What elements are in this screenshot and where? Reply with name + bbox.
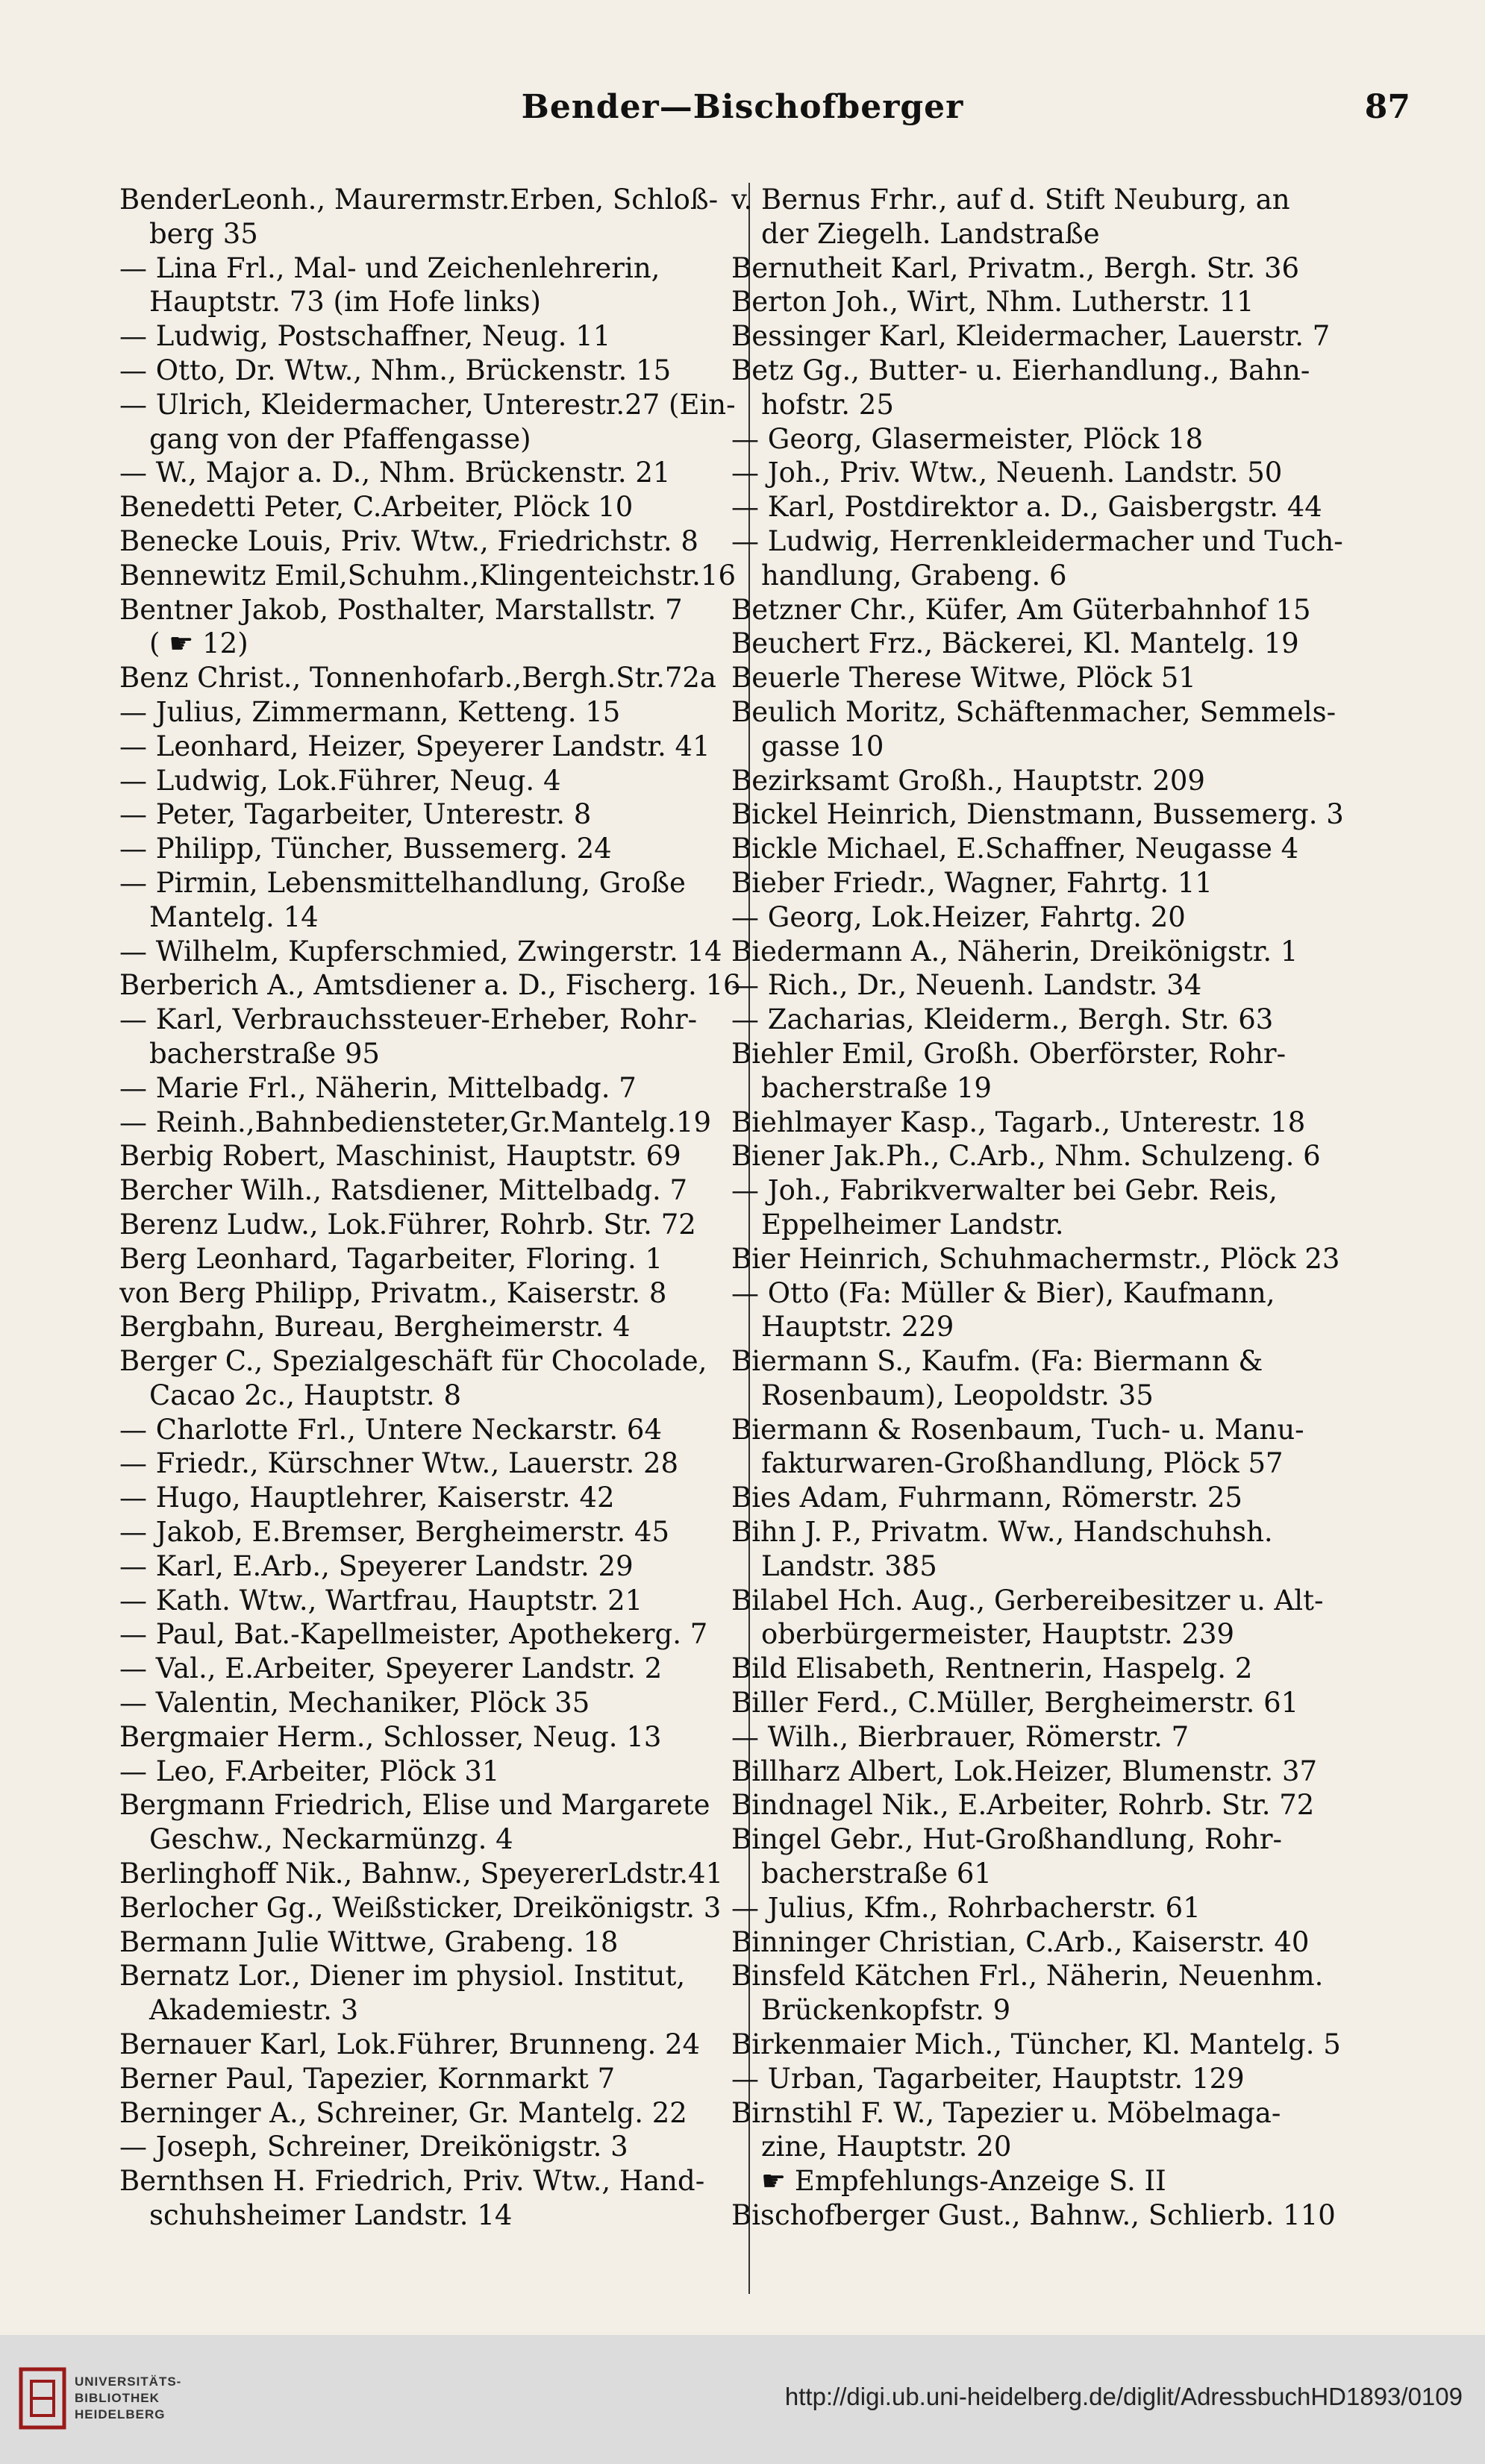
directory-entry-line: Bies Adam, Fuhrmann, Römerstr. 25 <box>731 1482 1242 1514</box>
directory-entry-line: oberbürgermeister, Hauptstr. 239 <box>761 1618 1235 1651</box>
left-column <box>119 183 750 2286</box>
directory-entry-line: Bild Elisabeth, Rentnerin, Haspelg. 2 <box>731 1652 1253 1685</box>
directory-entry-line: — Valentin, Mechaniker, Plöck 35 <box>119 1687 590 1720</box>
directory-entry-line: Berger C., Spezialgeschäft für Chocolade, <box>119 1345 707 1378</box>
directory-entry-line: Brückenkopfstr. 9 <box>761 1994 1011 2027</box>
directory-entry-line: Biener Jak.Ph., C.Arb., Nhm. Schulzeng. 6 <box>731 1140 1321 1173</box>
directory-entry-line: — Val., E.Arbeiter, Speyerer Landstr. 2 <box>119 1652 663 1685</box>
directory-entry-line: Eppelheimer Landstr. <box>761 1208 1064 1241</box>
directory-entry-line: Cacao 2c., Hauptstr. 8 <box>149 1379 461 1411</box>
directory-entry-line: — Wilhelm, Kupferschmied, Zwingerstr. 14 <box>119 935 722 968</box>
page-number: 87 <box>1364 88 1410 126</box>
directory-entry-line: Hauptstr. 73 (im Hofe links) <box>149 286 541 319</box>
directory-entry-line: — Friedr., Kürschner Wtw., Lauerstr. 28 <box>119 1447 679 1480</box>
directory-entry-line: schuhsheimer Landstr. 14 <box>149 2199 513 2232</box>
directory-entry-line: — Joh., Priv. Wtw., Neuenh. Landstr. 50 <box>731 457 1283 489</box>
directory-entry-line: Binninger Christian, C.Arb., Kaiserstr. 40 <box>731 1925 1310 1958</box>
directory-entry-line: Bier Heinrich, Schuhmachermstr., Plöck 23 <box>731 1242 1340 1275</box>
directory-entry-line: Berberich A., Amtsdiener a. D., Fischerg. 16 <box>119 969 741 1002</box>
directory-entry-line: Biller Ferd., C.Müller, Bergheimerstr. 61 <box>731 1687 1299 1720</box>
directory-entry-line: Biermann S., Kaufm. (Fa: Biermann & <box>731 1345 1263 1378</box>
footer-bar <box>0 2335 1485 2464</box>
directory-entry-line: Beuerle Therese Witwe, Plöck 51 <box>731 662 1196 695</box>
directory-entry-line: — Joh., Fabrikverwalter bei Gebr. Reis, <box>731 1174 1278 1207</box>
directory-entry-line: Berg Leonhard, Tagarbeiter, Floring. 1 <box>119 1242 663 1275</box>
directory-entry-line: Benz Christ., Tonnenhofarb.,Bergh.Str.72a <box>119 662 716 695</box>
directory-entry-line: bacherstraße 61 <box>761 1858 992 1890</box>
directory-entry-line: — Ludwig, Lok.Führer, Neug. 4 <box>119 764 561 797</box>
directory-entry-line: Biermann & Rosenbaum, Tuch- u. Manu- <box>731 1413 1304 1446</box>
directory-entry-line: — Wilh., Bierbrauer, Römerstr. 7 <box>731 1720 1189 1753</box>
directory-entry-line: — Otto, Dr. Wtw., Nhm., Brückenstr. 15 <box>119 354 672 386</box>
directory-entry-line: BenderLeonh., Maurermstr.Erben, Schloß- <box>119 184 719 216</box>
directory-entry-line: — Georg, Glasermeister, Plöck 18 <box>731 422 1204 455</box>
directory-entry-line: Bindnagel Nik., E.Arbeiter, Rohrb. Str. 72 <box>731 1789 1315 1822</box>
directory-entry-line: Berton Joh., Wirt, Nhm. Lutherstr. 11 <box>731 286 1254 319</box>
library-name-line2: BIBLIOTHEK <box>75 2391 160 2405</box>
directory-entry-line: Bennewitz Emil,Schuhm.,Klingenteichstr.16 <box>119 559 736 592</box>
source-url[interactable]: http://digi.ub.uni-heidelberg.de/diglit/AdressbuchHD1893/0109 <box>784 2383 1463 2410</box>
directory-entry-line: Geschw., Neckarmünzg. 4 <box>149 1823 513 1856</box>
page-header-title: Bender—Bischofberger <box>521 88 964 126</box>
library-name-line1: UNIVERSITÄTS- <box>75 2374 182 2389</box>
directory-entry-line: bacherstraße 95 <box>149 1037 380 1070</box>
directory-entry-line: — Marie Frl., Näherin, Mittelbadg. 7 <box>119 1071 637 1104</box>
directory-entry-line: — Pirmin, Lebensmittelhandlung, Große <box>119 866 686 899</box>
directory-entry-line: hofstr. 25 <box>761 388 894 421</box>
directory-entry-line: Bessinger Karl, Kleidermacher, Lauerstr. 7 <box>731 320 1331 353</box>
directory-entry-line: Beuchert Frz., Bäckerei, Kl. Mantelg. 19 <box>731 627 1299 660</box>
directory-entry-line: — Peter, Tagarbeiter, Unterestr. 8 <box>119 798 592 831</box>
directory-entry-line: — Otto (Fa: Müller & Bier), Kaufmann, <box>731 1276 1275 1309</box>
directory-entry-line: — Georg, Lok.Heizer, Fahrtg. 20 <box>731 900 1186 933</box>
directory-entry-line: — Karl, Verbrauchssteuer-Erheber, Rohr- <box>119 1003 698 1036</box>
directory-entry-line: Berlinghoff Nik., Bahnw., SpeyererLdstr.41 <box>119 1858 724 1890</box>
directory-entry-line: Beulich Moritz, Schäftenmacher, Semmels- <box>731 695 1336 728</box>
directory-entry-line: — Ulrich, Kleidermacher, Unterestr.27 (Ein- <box>119 388 736 421</box>
directory-entry-line: von Berg Philipp, Privatm., Kaiserstr. 8 <box>119 1276 667 1309</box>
right-column <box>731 183 1358 2286</box>
directory-entry-line: Landstr. 385 <box>761 1549 937 1582</box>
directory-entry-line: Benecke Louis, Priv. Wtw., Friedrichstr. 8 <box>119 524 698 557</box>
directory-entry-line: Bernauer Karl, Lok.Führer, Brunneng. 24 <box>119 2028 701 2061</box>
directory-entry-line: fakturwaren-Großhandlung, Plöck 57 <box>761 1447 1284 1480</box>
library-logo-icon <box>16 2365 69 2432</box>
directory-entry-line: Birkenmaier Mich., Tüncher, Kl. Mantelg. 5 <box>731 2028 1341 2061</box>
directory-entry-line: — Rich., Dr., Neuenh. Landstr. 34 <box>731 969 1202 1002</box>
directory-entry-line: Bernutheit Karl, Privatm., Bergh. Str. 36 <box>731 251 1300 284</box>
directory-entry-line: Hauptstr. 229 <box>761 1311 954 1344</box>
directory-entry-line: ( ☛ 12) <box>149 627 248 660</box>
directory-entry-line: Bickle Michael, E.Schaffner, Neugasse 4 <box>731 833 1299 865</box>
directory-entry-line: zine, Hauptstr. 20 <box>761 2131 1012 2163</box>
library-name <box>75 2374 181 2423</box>
directory-entry-line: Binsfeld Kätchen Frl., Näherin, Neuenhm. <box>731 1960 1324 1993</box>
directory-entry-line: Mantelg. 14 <box>149 900 319 933</box>
directory-entry-line: Bihn J. P., Privatm. Ww., Handschuhsh. <box>731 1516 1273 1549</box>
directory-entry-line: handlung, Grabeng. 6 <box>761 559 1067 592</box>
directory-entry-line: Bercher Wilh., Ratsdiener, Mittelbadg. 7 <box>119 1174 688 1207</box>
directory-entry-line: ☛ Empfehlungs-Anzeige S. II <box>761 2165 1166 2198</box>
directory-entry-line: — Jakob, E.Bremser, Bergheimerstr. 45 <box>119 1516 669 1549</box>
directory-entry-line: Bickel Heinrich, Dienstmann, Bussemerg. 3 <box>731 798 1344 831</box>
library-name-line3: HEIDELBERG <box>75 2407 166 2421</box>
directory-entry-line: Betz Gg., Butter- u. Eierhandlung., Bahn- <box>731 354 1310 386</box>
directory-entry-line: Berninger A., Schreiner, Gr. Mantelg. 22 <box>119 2096 687 2129</box>
directory-entry-line: Biehlmayer Kasp., Tagarb., Unterestr. 18 <box>731 1106 1306 1138</box>
directory-entry-line: Biedermann A., Näherin, Dreikönigstr. 1 <box>731 935 1298 968</box>
directory-entry-line: Berner Paul, Tapezier, Kornmarkt 7 <box>119 2062 616 2095</box>
directory-entry-line: Biehler Emil, Großh. Oberförster, Rohr- <box>731 1037 1287 1070</box>
directory-entry-line: — W., Major a. D., Nhm. Brückenstr. 21 <box>119 457 671 489</box>
directory-entry-line: — Kath. Wtw., Wartfrau, Hauptstr. 21 <box>119 1584 643 1617</box>
directory-entry-line: bacherstraße 19 <box>761 1071 992 1104</box>
directory-entry-line: gasse 10 <box>761 730 884 762</box>
directory-entry-line: v. Bernus Frhr., auf d. Stift Neuburg, an <box>731 184 1290 216</box>
directory-entry-line: Bernthsen H. Friedrich, Priv. Wtw., Hand- <box>119 2165 705 2198</box>
directory-entry-line: Betzner Chr., Küfer, Am Güterbahnhof 15 <box>731 593 1311 626</box>
directory-entry-line: — Karl, Postdirektor a. D., Gaisbergstr. 44 <box>731 491 1322 524</box>
directory-entry-line: Rosenbaum), Leopoldstr. 35 <box>761 1379 1154 1411</box>
directory-entry-line: Benedetti Peter, C.Arbeiter, Plöck 10 <box>119 491 634 524</box>
directory-entry-line: — Hugo, Hauptlehrer, Kaiserstr. 42 <box>119 1482 615 1514</box>
directory-entry-line: — Zacharias, Kleiderm., Bergh. Str. 63 <box>731 1003 1274 1036</box>
directory-entry-line: — Julius, Kfm., Rohrbacherstr. 61 <box>731 1891 1201 1924</box>
directory-entry-line: Bermann Julie Wittwe, Grabeng. 18 <box>119 1925 619 1958</box>
directory-entry-line: Bentner Jakob, Posthalter, Marstallstr. 7 <box>119 593 683 626</box>
directory-entry-line: — Karl, E.Arb., Speyerer Landstr. 29 <box>119 1549 634 1582</box>
directory-entry-line: Bergmann Friedrich, Elise und Margarete <box>119 1789 710 1822</box>
directory-entry-line: — Philipp, Tüncher, Bussemerg. 24 <box>119 833 612 865</box>
directory-entry-line: — Ludwig, Postschaffner, Neug. 11 <box>119 320 611 353</box>
directory-entry-line: — Leonhard, Heizer, Speyerer Landstr. 41 <box>119 730 710 762</box>
directory-entry-line: Bergmaier Herm., Schlosser, Neug. 13 <box>119 1720 662 1753</box>
directory-entry-line: Bingel Gebr., Hut-Großhandlung, Rohr- <box>731 1823 1283 1856</box>
directory-entry-line: Berenz Ludw., Lok.Führer, Rohrb. Str. 72 <box>119 1208 696 1241</box>
directory-entry-line: — Leo, F.Arbeiter, Plöck 31 <box>119 1755 500 1787</box>
directory-entry-line: — Charlotte Frl., Untere Neckarstr. 64 <box>119 1413 662 1446</box>
directory-entry-line: Bilabel Hch. Aug., Gerbereibesitzer u. Alt- <box>731 1584 1324 1617</box>
directory-entry-line: — Urban, Tagarbeiter, Hauptstr. 129 <box>731 2062 1245 2095</box>
directory-entry-line: Berlocher Gg., Weißsticker, Dreikönigstr. 3 <box>119 1891 722 1924</box>
directory-entry-line: berg 35 <box>149 217 258 250</box>
directory-entry-line: Bezirksamt Großh., Hauptstr. 209 <box>731 764 1205 797</box>
directory-entry-line: Bieber Friedr., Wagner, Fahrtg. 11 <box>731 866 1213 899</box>
directory-entry-line: gang von der Pfaffengasse) <box>149 422 531 455</box>
directory-entry-line: — Joseph, Schreiner, Dreikönigstr. 3 <box>119 2131 628 2163</box>
directory-entry-line: Berbig Robert, Maschinist, Hauptstr. 69 <box>119 1140 681 1173</box>
directory-entry-line: — Reinh.,Bahnbediensteter,Gr.Mantelg.19 <box>119 1106 712 1138</box>
directory-entry-line: — Lina Frl., Mal- und Zeichenlehrerin, <box>119 251 660 284</box>
directory-entry-line: Akademiestr. 3 <box>149 1994 359 2027</box>
directory-entry-line: Bischofberger Gust., Bahnw., Schlierb. 110 <box>731 2199 1336 2232</box>
directory-entry-line: — Paul, Bat.-Kapellmeister, Apothekerg. 7 <box>119 1618 708 1651</box>
directory-entry-line: Billharz Albert, Lok.Heizer, Blumenstr. 37 <box>731 1755 1318 1787</box>
directory-entry-line: Bergbahn, Bureau, Bergheimerstr. 4 <box>119 1311 631 1344</box>
directory-entry-line: — Julius, Zimmermann, Ketteng. 15 <box>119 695 621 728</box>
directory-entry-line: Bernatz Lor., Diener im physiol. Institut, <box>119 1960 686 1993</box>
directory-entry-line: — Ludwig, Herrenkleidermacher und Tuch- <box>731 524 1343 557</box>
directory-entry-line: der Ziegelh. Landstraße <box>761 217 1100 250</box>
directory-entry-line: Birnstihl F. W., Tapezier u. Möbelmaga- <box>731 2096 1281 2129</box>
